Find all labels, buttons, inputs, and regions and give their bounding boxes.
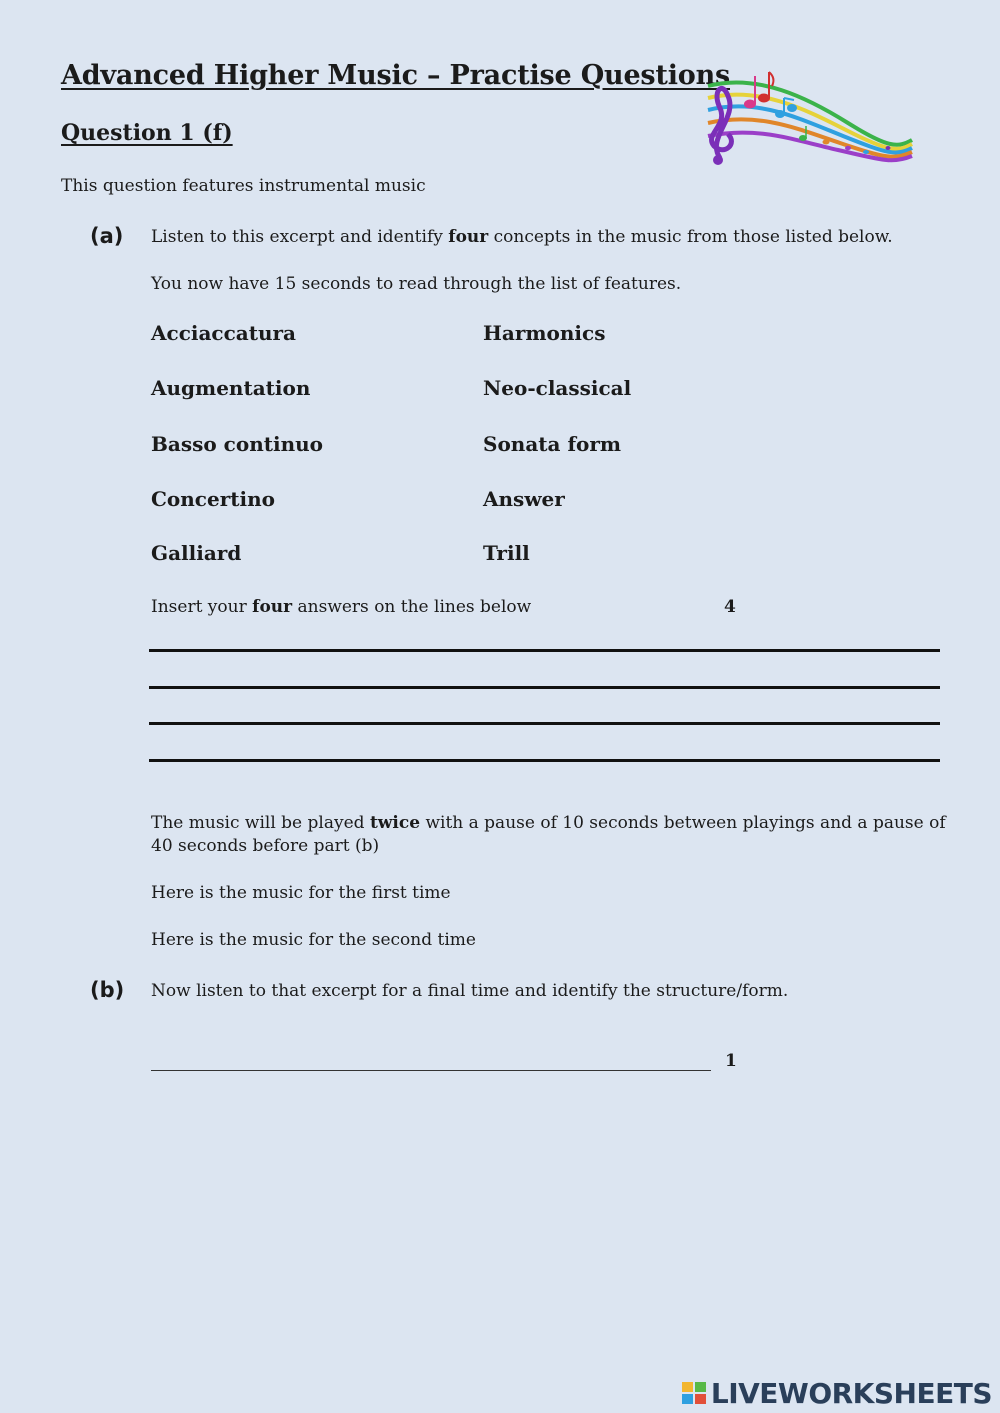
concept-basso-continuo: Basso continuo xyxy=(151,432,324,456)
question-heading: Question 1 (f) xyxy=(61,120,233,146)
answer-line-3[interactable] xyxy=(149,722,940,725)
first-time-text: Here is the music for the first time xyxy=(151,883,451,903)
part-b-instruction: Now listen to that excerpt for a final time and identify the structure/form. xyxy=(151,981,789,1001)
insert-answers-text: Insert your four answers on the lines below xyxy=(151,597,532,617)
concept-sonata-form: Sonata form xyxy=(483,432,622,456)
music-notes-icon xyxy=(698,68,916,168)
intro-text: This question features instrumental music xyxy=(61,176,426,196)
playing-instructions: The music will be played twice with a pause of 10 seconds between playings and a pause of 40 seconds before part (b) xyxy=(151,813,946,856)
part-b-marks: 1 xyxy=(725,1051,737,1071)
second-time-text: Here is the music for the second time xyxy=(151,930,476,950)
part-b-label: (b) xyxy=(90,978,125,1002)
concept-acciaccatura: Acciaccatura xyxy=(151,321,297,345)
answer-line-1[interactable] xyxy=(149,649,940,652)
part-a-instruction: Listen to this excerpt and identify four concepts in the music from those listed below. xyxy=(151,227,893,247)
answer-line-2[interactable] xyxy=(149,686,940,689)
concept-harmonics: Harmonics xyxy=(483,321,606,345)
concept-trill: Trill xyxy=(483,541,530,565)
concept-neo-classical: Neo-classical xyxy=(483,376,632,400)
part-a-marks: 4 xyxy=(724,597,736,617)
concept-concertino: Concertino xyxy=(151,487,275,511)
answer-line-4[interactable] xyxy=(149,759,940,762)
part-b-answer-line[interactable] xyxy=(151,1070,711,1071)
page-title: Advanced Higher Music – Practise Questions xyxy=(61,60,730,91)
liveworksheets-logo xyxy=(682,1376,992,1410)
part-a-label: (a) xyxy=(90,224,124,248)
reading-time-text: You now have 15 seconds to read through the list of features. xyxy=(151,274,682,294)
concept-galliard: Galliard xyxy=(151,541,242,565)
liveworksheets-logo-icon xyxy=(682,1380,708,1406)
liveworksheets-logo-text: LIVEWORKSHEETS xyxy=(710,1376,992,1410)
concept-answer: Answer xyxy=(483,487,565,511)
concept-augmentation: Augmentation xyxy=(151,376,311,400)
